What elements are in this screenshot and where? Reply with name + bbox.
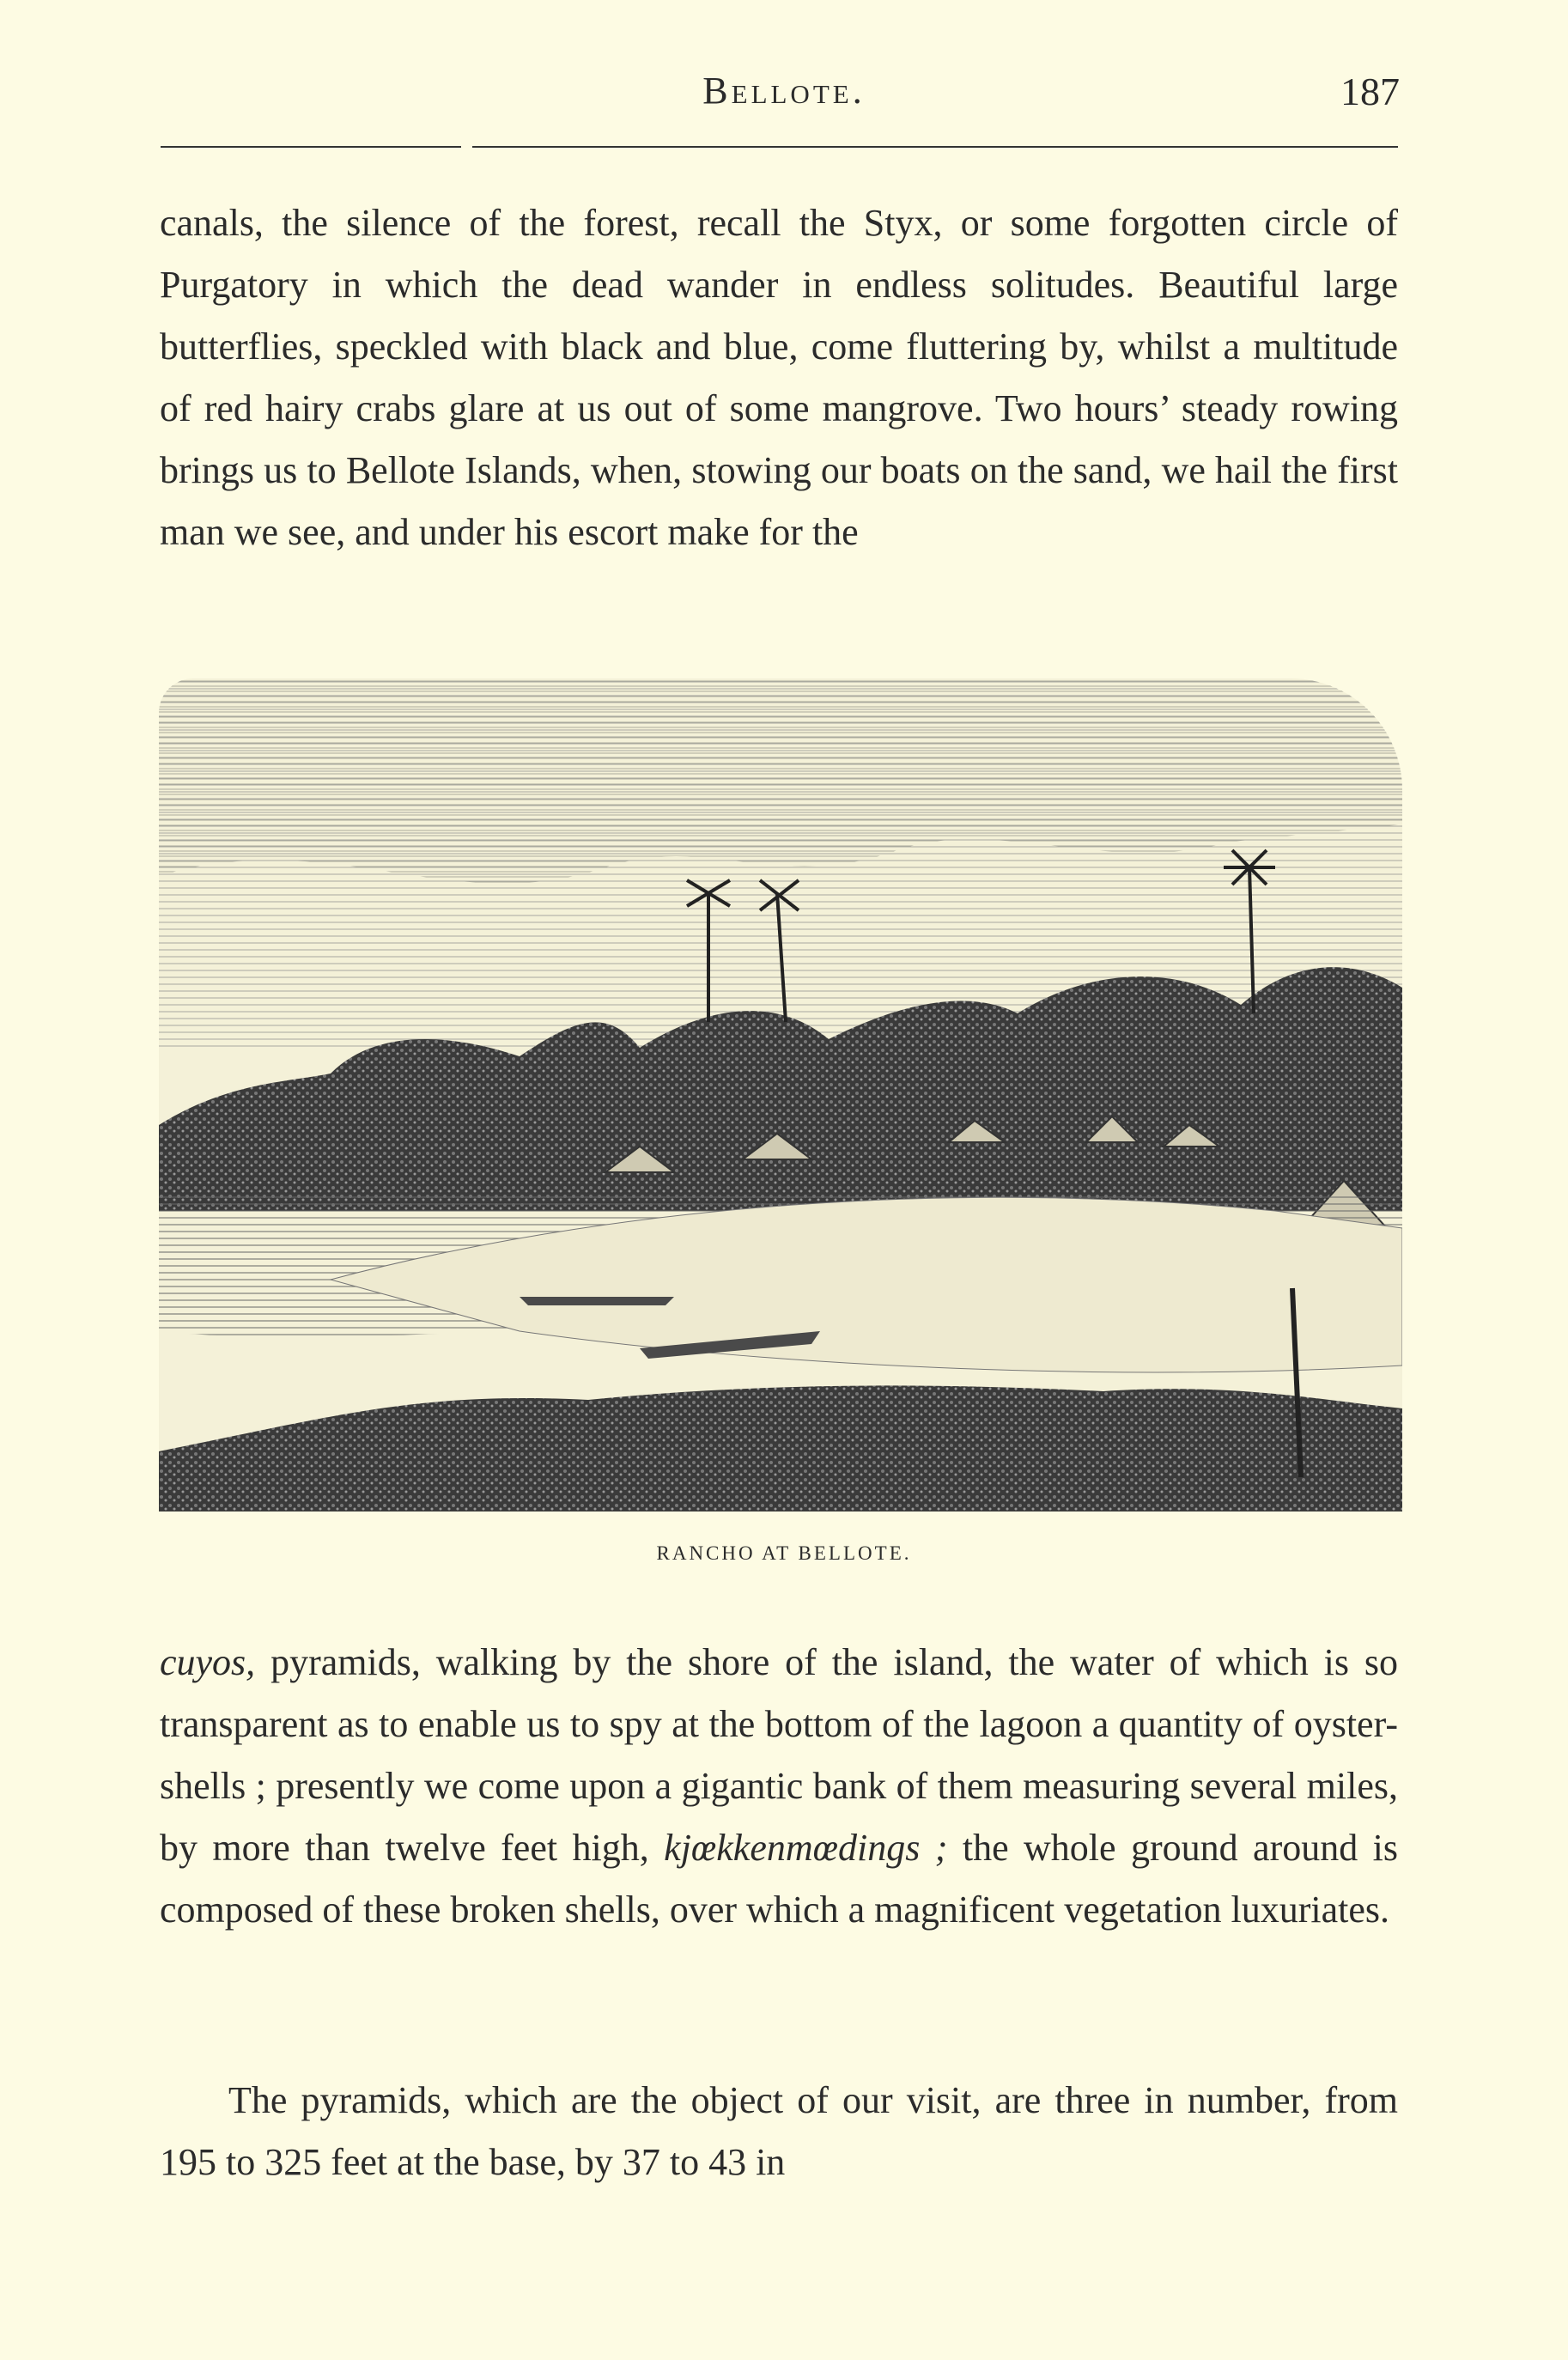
header-rule-left [161,146,461,148]
paragraph-2 [160,1632,1398,1941]
page-number: 187 [1340,70,1400,113]
figure-caption: RANCHO AT BELLOTE. [656,1542,912,1564]
italic-term: kjœkkenmœdings ; [664,1827,948,1869]
paragraph-2-text-a: pyramids, walking by the shore of the island, the water of which is so transparent as to enable us to spy at the bottom of the lagoon a quantity of oyster-shells ; presently we come upon a gigantic bank of them measuring several miles, by more than twelve feet high, [160,1641,1398,1869]
engraving-rancho [159,678,1402,1511]
italic-word-cuyos: cuyos, [160,1641,256,1683]
running-title: Bellote. [702,70,866,112]
paragraph-3: The pyramids, which are the object of our visit, are three in number, from 195 to 325 feet at the base, by 37 to 43 in [160,2079,1398,2183]
engraving-illustration [159,678,1402,1511]
header-rule-right [472,146,1398,148]
paragraph-1: canals, the silence of the forest, recall the Styx, or some forgotten circle of Purgatory in which the dead wander in endless solitudes. Beautiful large butterflies, speckled with black and blue, come fluttering by, whilst a multitude of red hairy crabs glare at us out of some mangrove. Two hours’ steady rowing brings us to Bellote Islands, when, stowing our boats on the sand, we hail the first man we see, and under his escort make for the [160,202,1398,553]
paragraph-2-text-b: the whole ground around is composed of these broken shells, over which a magnificent vegetation luxuriates. [160,1827,1399,1931]
running-head [0,69,1568,129]
